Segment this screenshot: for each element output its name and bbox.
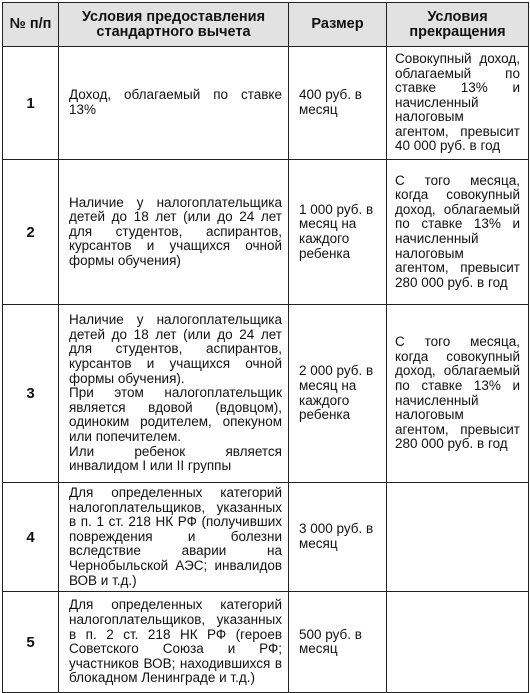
row-termination: Совокупный доход, облагаемый по ставке 13% и начисленный налоговым агентом, превысит 40 000 руб. в год: [387, 47, 529, 160]
row-size: 1 000 руб. в месяц на каждого ребенка: [289, 160, 387, 305]
row-number: 3: [3, 305, 59, 483]
row-conditions: [59, 160, 289, 305]
header-conditions: Условия предоставления стандартного вычета: [59, 3, 289, 47]
table-row: [3, 160, 529, 305]
row-conditions: [59, 305, 289, 483]
condition-text: При этом налогоплательщик является вдовой (вдовцом), одиноким родителем, опекуном или попечителем.: [69, 385, 282, 444]
row-number: 5: [3, 592, 59, 693]
condition-text: Доход, облагаемый по ставке 13%: [69, 87, 282, 117]
header-size: Размер: [289, 3, 387, 47]
row-conditions: [59, 592, 289, 693]
header-num: № п/п: [3, 3, 59, 47]
row-size: 400 руб. в месяц: [289, 47, 387, 160]
row-conditions: [59, 483, 289, 592]
row-number: 1: [3, 47, 59, 160]
condition-text: Наличие у налогоплательщика детей до 18 лет (или до 24 лет для студентов, аспирантов, курсантов и учащихся очной формы обучения): [69, 194, 282, 268]
row-conditions: [59, 47, 289, 160]
header-termination: Условия прекращения: [387, 3, 529, 47]
condition-text: Наличие у налогоплательщика детей до 18 лет (или до 24 лет для студентов, аспирантов, курсантов и учащихся очной формы обучения).: [69, 312, 282, 386]
row-size: 500 руб. в месяц: [289, 592, 387, 693]
table-row: [3, 47, 529, 160]
condition-text: Для определенных категорий налогоплательщиков, указанных в п. 1 ст. 218 НК РФ (получивших повреждения и болезни вследствие аварии на Чернобыльской АЭС; инвалидов ВОВ и т.д.): [69, 485, 282, 588]
row-size: 2 000 руб. в месяц на каждого ребенка: [289, 305, 387, 483]
header-row: [3, 3, 529, 47]
table-row: [3, 592, 529, 693]
row-number: 4: [3, 483, 59, 592]
row-size: 3 000 руб. в месяц: [289, 483, 387, 592]
table-row: [3, 305, 529, 483]
condition-text: Для определенных категорий налогоплательщиков, указанных в п. 2 ст. 218 НК РФ (героев Советского Союза и РФ; участников ВОВ; находившихся в блокадном Ленинграде и т.д.): [69, 597, 282, 686]
row-termination: С того месяца, когда совокупный доход, облагаемый по ставке 13% и начисленный налоговым агентом, превысит 280 000 руб. в год: [387, 305, 529, 483]
row-termination: [387, 592, 529, 693]
row-termination: С того месяца, когда совокупный доход, облагаемый по ставке 13% и начисленный налоговым агентом, превысит 280 000 руб. в год: [387, 160, 529, 305]
deduction-table: [2, 2, 529, 693]
row-number: 2: [3, 160, 59, 305]
row-termination: [387, 483, 529, 592]
table-row: [3, 483, 529, 592]
condition-text: Или ребенок является инвалидом I или II группы: [69, 443, 282, 474]
